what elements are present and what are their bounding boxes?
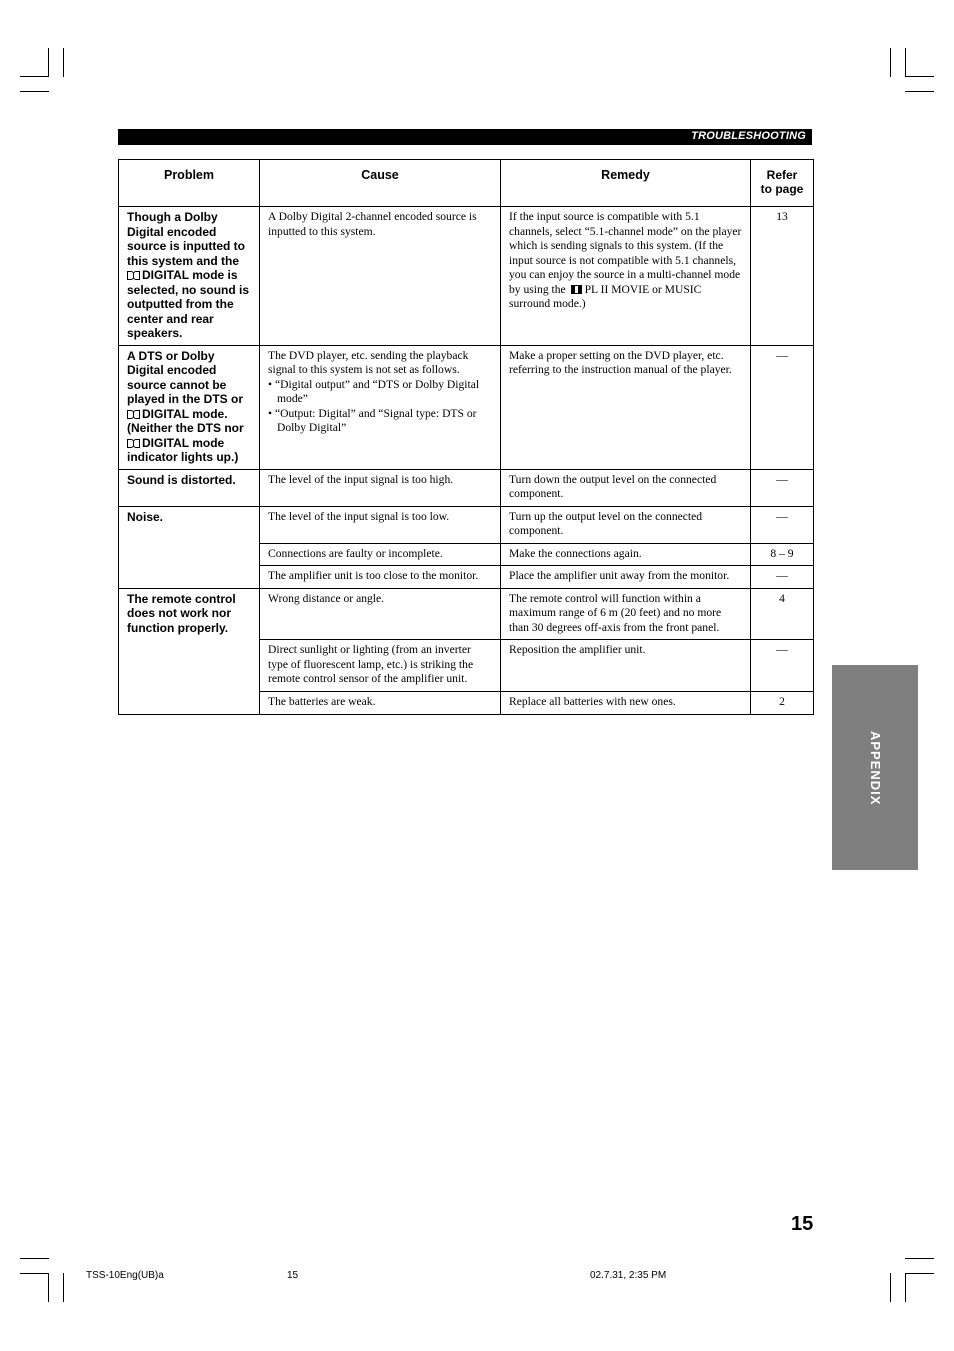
problem-cell: Though a Dolby Digital encoded source is inputted to this system and the DIGITAL mode is selected, no sound is outputted from the center and rear speakers. — [119, 207, 260, 346]
refer-cell: — — [751, 566, 814, 589]
table-row — [119, 207, 814, 346]
table-header-row — [119, 160, 814, 207]
remedy-cell: Replace all batteries with new ones. — [501, 691, 751, 714]
problem-cell: The remote control does not work nor function properly. — [119, 588, 260, 714]
column-header-refer: Refer to page — [751, 160, 814, 207]
remedy-cell: Make a proper setting on the DVD player, etc. referring to the instruction manual of the player. — [501, 345, 751, 469]
dolby-double-d-icon — [127, 271, 140, 280]
refer-cell: — — [751, 640, 814, 692]
remedy-cell: Reposition the amplifier unit. — [501, 640, 751, 692]
cause-cell: The level of the input signal is too high. — [260, 469, 501, 506]
table-row — [119, 506, 814, 543]
problem-cell: Sound is distorted. — [119, 469, 260, 506]
table-row — [119, 345, 814, 469]
problem-cell: Noise. — [119, 506, 260, 588]
section-header-bar — [118, 129, 812, 145]
cause-bullet: • “Output: Digital” and “Signal type: DTS or Dolby Digital” — [268, 406, 477, 434]
problem-cell: A DTS or Dolby Digital encoded source cannot be played in the DTS or DIGITAL mode. (Neither the DTS nor DIGITAL mode indicator lights up.) — [119, 345, 260, 469]
remedy-cell: Turn up the output level on the connected component. — [501, 506, 751, 543]
remedy-cell: Make the connections again. — [501, 543, 751, 566]
remedy-cell: If the input source is compatible with 5.1 channels, select “5.1-channel mode” on the player which is sending signals to this system. (If the input source is not compatible with 5.1 channels, you can enjoy the source in a multi-channel mode by using the PL II MOVIE or MUSIC surround mode.) — [501, 207, 751, 346]
refer-cell: 13 — [751, 207, 814, 346]
footer-page: 15 — [287, 1270, 299, 1281]
footer-date: 02.7.31, 2:35 PM — [590, 1270, 667, 1281]
column-header-cause: Cause — [260, 160, 501, 207]
remedy-cell: Place the amplifier unit away from the monitor. — [501, 566, 751, 589]
refer-cell: — — [751, 469, 814, 506]
table-row — [119, 588, 814, 640]
appendix-side-tab — [832, 665, 918, 870]
appendix-tab-label: APPENDIX — [868, 731, 883, 806]
troubleshooting-table — [118, 159, 814, 715]
cause-cell: Direct sunlight or lighting (from an inverter type of fluorescent lamp, etc.) is striking the remote control sensor of the amplifier unit. — [260, 640, 501, 692]
cause-cell: A Dolby Digital 2-channel encoded source is inputted to this system. — [260, 207, 501, 346]
cause-cell: The batteries are weak. — [260, 691, 501, 714]
refer-cell: 4 — [751, 588, 814, 640]
refer-cell: — — [751, 506, 814, 543]
cause-bullet: • “Digital output” and “DTS or Dolby Digital mode” — [268, 377, 480, 405]
footer-file-name: TSS-10Eng(UB)a — [86, 1270, 164, 1281]
refer-cell: — — [751, 345, 814, 469]
refer-cell: 2 — [751, 691, 814, 714]
remedy-cell: Turn down the output level on the connected component. — [501, 469, 751, 506]
table-row — [119, 469, 814, 506]
dolby-pro-logic-icon — [571, 285, 582, 294]
cause-cell: Connections are faulty or incomplete. — [260, 543, 501, 566]
cause-cell: Wrong distance or angle. — [260, 588, 501, 640]
page-number: 15 — [791, 1213, 814, 1235]
column-header-remedy: Remedy — [501, 160, 751, 207]
refer-cell: 8 – 9 — [751, 543, 814, 566]
section-title: TROUBLESHOOTING — [691, 130, 806, 142]
cause-cell: The amplifier unit is too close to the monitor. — [260, 566, 501, 589]
cause-cell: The level of the input signal is too low. — [260, 506, 501, 543]
dolby-double-d-icon — [127, 439, 140, 448]
remedy-cell: The remote control will function within a maximum range of 6 m (20 feet) and no more than 30 degrees off-axis from the front panel. — [501, 588, 751, 640]
cause-cell: The DVD player, etc. sending the playback signal to this system is not set as follows. • “Digital output” and “DTS or Dolby Digital mode” • “Output: Digital” and “Signal type: DTS or Dolby Digital” — [260, 345, 501, 469]
dolby-double-d-icon — [127, 410, 140, 419]
column-header-problem: Problem — [119, 160, 260, 207]
